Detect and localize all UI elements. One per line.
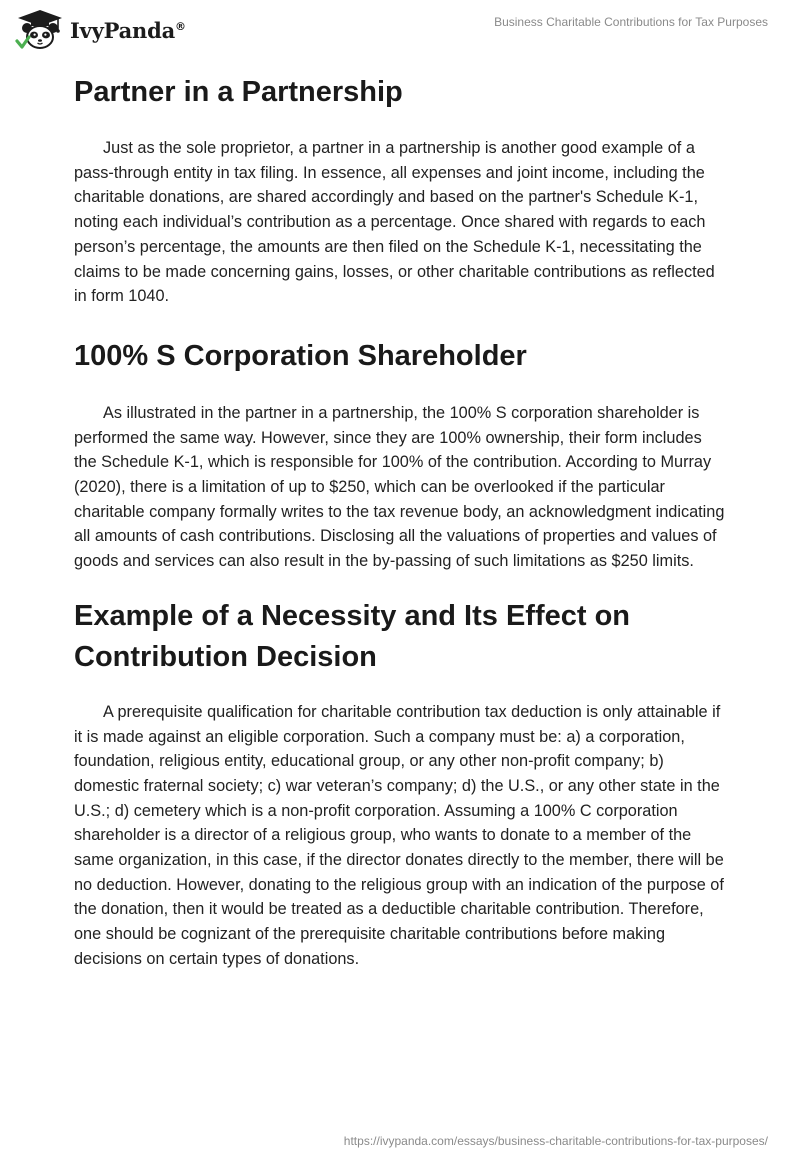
section-paragraph-partner: Just as the sole proprietor, a partner in a partnership is another good example of a pass-through entity in tax filing. In essence, all expenses and joint income, including the charitable donations, are shared accordingly and based on the partner's Schedule K-1, noting each individual’s contribution as a percentage. Once shared with regards to each person’s percentage, the amounts are then filed on the Schedule K-1, necessitating the claims to be made concerning gains, losses, or other charitable contributions as reflected in form 1040.: [74, 139, 715, 306]
section-heading-partner: Partner in a Partnership: [74, 76, 403, 108]
section-paragraph-necessity-example: A prerequisite qualification for charitable contribution tax deduction is only attainable if it is made against an eligible corporation. Such a company must be: a) a corporation, foundation, religious entity, educational group, or any other non-profit company; b) domestic fraternal society; c) war veteran’s company; d) the U.S., or any other state in the U.S.; d) cemetery which is a non-profit corporation. Assuming a 100% C corporation shareholder is a director of a religious group, who wants to donate to a member of the same organization, in this case, if the director donates directly to the member, there will be no deduction. However, donating to the religious group with an indication of the purpose of the donation, then it would be treated as a deductible charitable contribution. Therefore, one should be cognizant of the prerequisite charitable contributions before making decisions on certain types of donations.: [74, 702, 724, 968]
essay-content: [74, 72, 726, 972]
ivypanda-logo[interactable]: [14, 8, 186, 52]
page-header: [0, 0, 800, 60]
section-heading-s-corporation: 100% S Corporation Shareholder: [74, 339, 527, 372]
logo-wordmark: IvyPanda®: [70, 17, 186, 43]
section-heading-necessity-example: Example of a Necessity and Its Effect on Contribution Decision: [74, 599, 631, 673]
section-paragraph-s-corporation: As illustrated in the partner in a partnership, the 100% S corporation shareholder is performed the same way. However, since they are 100% ownership, their form includes the Schedule K-1, which is responsible for 100% of the contribution. According to Murray (2020), there is a limitation of up to $250, which can be overlooked if the particular charitable company formally writes to the tax revenue body, an acknowledgment indicating all amounts of cash contributions. Disclosing all the valuations of properties and values of goods and services can also result in the by-passing of such limitations as $250 limits.: [74, 403, 725, 571]
panda-graduate-icon: [14, 8, 66, 52]
source-url-link[interactable]: https://ivypanda.com/essays/business-charitable-contributions-for-tax-purposes/: [343, 1134, 768, 1148]
document-title: Business Charitable Contributions for Tax Purposes: [494, 15, 768, 29]
